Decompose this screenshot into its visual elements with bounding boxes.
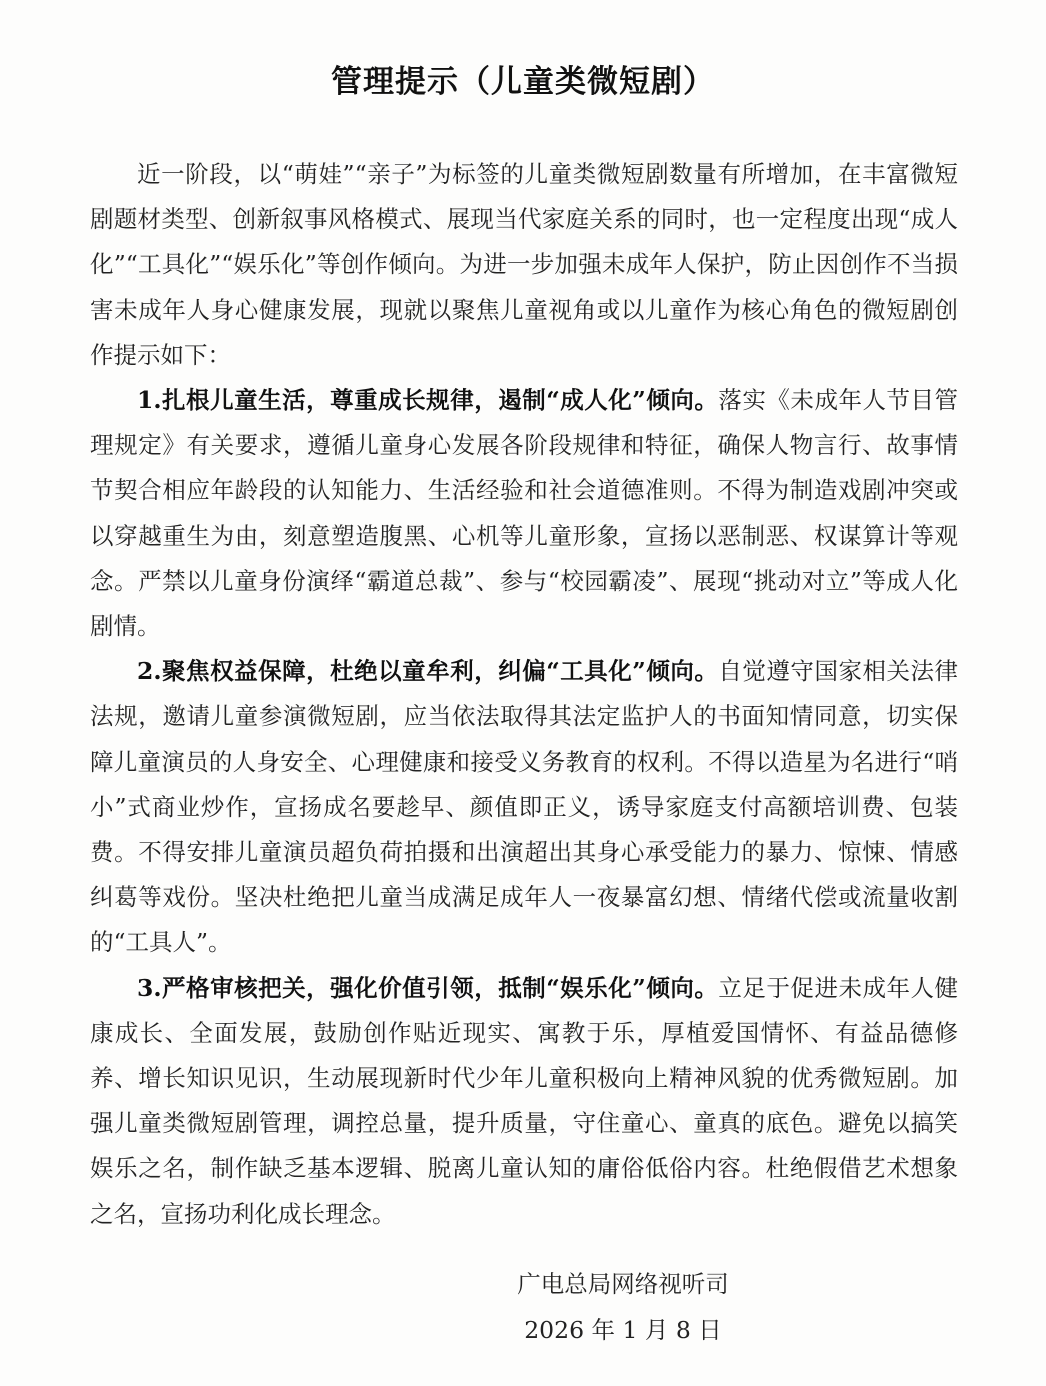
section-1-paragraph — [90, 378, 958, 649]
section-3-text: 立足于促进未成年人健康成长、全面发展，鼓励创作贴近现实、寓教于乐，厚植爱国情怀、有益品德修养、增长知识见识，生动展现新时代少年儿童积极向上精神风貌的优秀微短剧。加强儿童类微短剧管理，调控总量，提升质量，守住童心、童真的底色。避免以搞笑娱乐之名，制作缺乏基本逻辑、脱离儿童认知的庸俗低俗内容。杜绝假借艺术想象之名，宣扬功利化成长理念。 — [90, 973, 959, 1228]
signature-date: 2026 年 1 月 8 日 — [524, 1316, 722, 1344]
document-body — [90, 152, 958, 1237]
section-3-heading: 3.严格审核把关，强化价值引领，抵制“娱乐化”倾向。 — [137, 973, 719, 1002]
section-2-heading: 2.聚焦权益保障，杜绝以童牟利，纠偏“工具化”倾向。 — [137, 657, 719, 686]
intro-paragraph: 近一阶段，以“萌娃”“亲子”为标签的儿童类微短剧数量有所增加，在丰富微短剧题材类型、创新叙事风格模式、展现当代家庭关系的同时，也一定程度出现“成人化”“工具化”“娱乐化”等创作倾向。为进一步加强未成年人保护，防止因创作不当损害未成年人身心健康发展，现就以聚焦儿童视角或以儿童作为核心角色的微短剧创作提示如下： — [90, 160, 958, 369]
section-1-heading: 1.扎根儿童生活，尊重成长规律，遏制“成人化”倾向。 — [137, 386, 719, 415]
section-3-paragraph — [90, 966, 958, 1237]
signature-organization: 广电总局网络视听司 — [517, 1270, 729, 1298]
section-2-paragraph — [90, 649, 958, 965]
section-1-text: 落实《未成年人节目管理规定》有关要求，遵循儿童身心发展各阶段规律和特征，确保人物言行、故事情节契合相应年龄段的认知能力、生活经验和社会道德准则。不得为制造戏剧冲突或以穿越重生为由，刻意塑造腹黑、心机等儿童形象，宣扬以恶制恶、权谋算计等观念。严禁以儿童身份演绎“霸道总裁”、参与“校园霸凌”、展现“挑动对立”等成人化剧情。 — [90, 386, 959, 641]
document-title: 管理提示（儿童类微短剧） — [331, 64, 715, 100]
section-2-text: 自觉遵守国家相关法律法规，邀请儿童参演微短剧，应当依法取得其法定监护人的书面知情同意，切实保障儿童演员的人身安全、心理健康和接受义务教育的权利。不得以造星为名进行“哨小”式商业炒作，宣扬成名要趁早、颜值即正义，诱导家庭支付高额培训费、包装费。不得安排儿童演员超负荷拍摄和出演超出其身心承受能力的暴力、惊悚、情感纠葛等戏份。坚决杜绝把儿童当成满足成年人一夜暴富幻想、情绪代偿或流量收割的“工具人”。 — [90, 657, 959, 957]
